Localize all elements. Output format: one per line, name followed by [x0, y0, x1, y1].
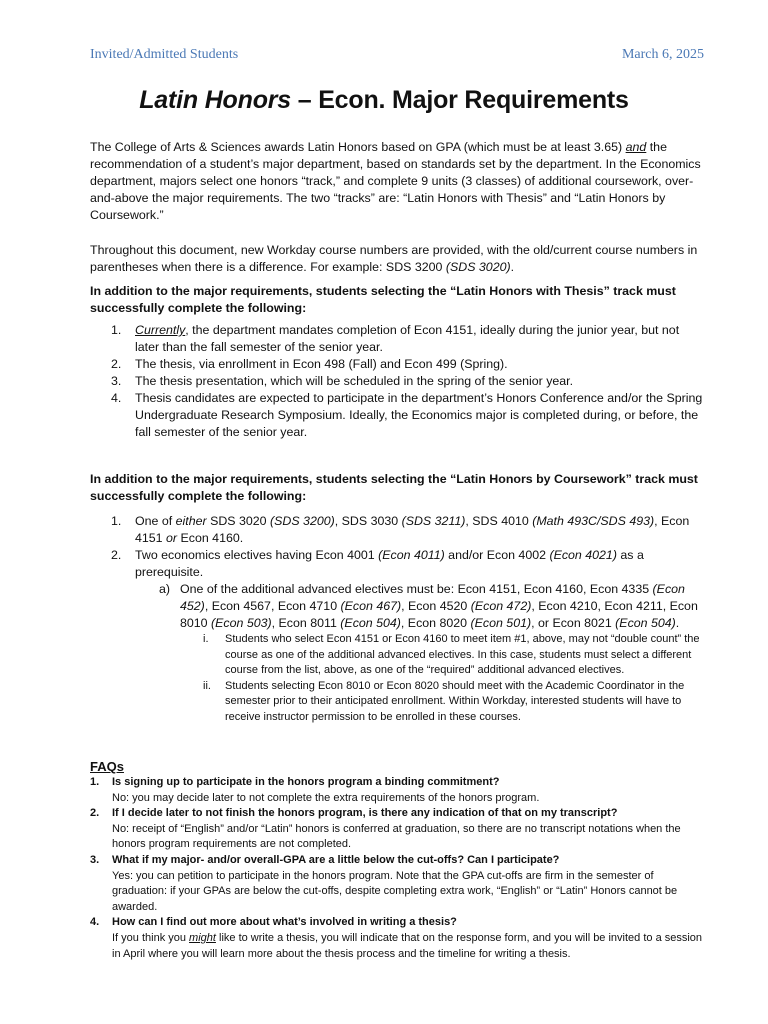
coursework-track-heading: In addition to the major requirements, students selecting the “Latin Honors by Coursework” track must successfully complete the following: — [90, 472, 698, 503]
list-item — [90, 322, 705, 356]
text-run: , Econ 8011 — [271, 616, 341, 630]
faq-number: 2. — [90, 807, 100, 820]
thesis-track-heading: In addition to the major requirements, students selecting the “Latin Honors with Thesis” track must successfully complete the following: — [90, 284, 676, 315]
intro-text-a: The College of Arts & Sciences awards Latin Honors based on GPA (which must be at least 3.65) — [90, 140, 626, 154]
text-run: as a prerequisite. — [135, 548, 644, 579]
text-run: One of — [135, 514, 176, 528]
item-text: Students who select Econ 4151 or Econ 4160 to meet item #1, above, may not “double count” the course as one of the additional advanced electives. In this case, students must select a different course from the list, above, as one of the “required” additional advanced electives. — [225, 633, 700, 676]
text-run: . — [675, 616, 680, 630]
faq-question: What if my major- and/or overall-GPA are a little below the cut-offs? Can I participate? — [112, 853, 560, 866]
header-audience: Invited/Admitted Students — [90, 47, 239, 62]
text-run: (Econ 472) — [470, 599, 532, 613]
item-number: 1. — [111, 514, 122, 528]
text-run: (Econ 504) — [615, 616, 676, 630]
text-run: (Econ 4011) — [378, 548, 445, 562]
list-item — [90, 373, 705, 390]
text-run: (SDS 3200) — [270, 514, 335, 528]
sub-item-i — [135, 632, 705, 679]
faq-item — [90, 915, 705, 962]
text-run: , SDS 4010 — [465, 514, 533, 528]
item-text: , the department mandates completion of Econ 4151, ideally during the junior year, but not later than the fall semester of the senior year. — [135, 323, 680, 354]
text-run: , or Econ 8021 — [531, 616, 616, 630]
faq-answer: Yes: you can petition to participate in the honors program. Note that the GPA cut-offs are firm in the semester of graduation: if your GPAs are below the cut-offs, despite completing extra work, “English” or “Latin” Honors cannot be awarded. — [112, 869, 678, 913]
list-item — [90, 547, 705, 725]
text-run: (Econ 452) — [180, 582, 685, 613]
text-run: , Econ 4151 — [135, 514, 690, 545]
faq-question: Is signing up to participate in the honors program a binding commitment? — [112, 776, 500, 788]
item-number: a) — [159, 582, 171, 596]
text-run: (Econ 467) — [340, 599, 402, 613]
faq-answer-rest: like to write a thesis, you will indicate that on the response form, and you will be invited to a session in April where you will learn more about the thesis process and the timeline for writing a thesis. — [112, 931, 703, 960]
item-number: 2. — [111, 357, 122, 371]
list-item — [90, 513, 705, 547]
text-run: , SDS 3030 — [334, 514, 402, 528]
faq-number: 4. — [90, 916, 100, 929]
intro-text-b: the recommendation of a student’s major department, based on standards set by the department. In the Economics department, majors select one honors “track,” and complete 9 units (3 classes) of additional coursework, over-and-above the major requirements. The two “tracks” are: “Latin Honors with Thesis” and “Latin Honors by Coursework.” — [90, 140, 701, 222]
intro-emphasis-and: and — [625, 140, 647, 154]
faq-answer: No: receipt of “English” and/or “Latin” honors is conferred at graduation, so there are no transcript notations when the honors program requirements are not completed. — [112, 822, 681, 851]
thesis-requirements-list — [90, 322, 705, 441]
faq-number: 1. — [90, 776, 100, 788]
text-run: and/or Econ 4002 — [444, 548, 550, 562]
item-text: The thesis, via enrollment in Econ 498 (Fall) and Econ 499 (Spring). — [135, 357, 508, 371]
text-run: (Econ 501) — [470, 616, 532, 630]
note-text-c: . — [510, 260, 515, 274]
faq-question: How can I find out more about what’s involved in writing a thesis? — [112, 916, 457, 929]
sub-item-ii — [135, 679, 705, 726]
title-italic: Latin Honors — [139, 86, 291, 114]
text-run: (Econ 4021) — [549, 548, 617, 562]
list-item — [90, 356, 705, 373]
item-number: 4. — [111, 391, 122, 405]
item-number: ii. — [203, 679, 211, 692]
text-run: SDS 3020 — [206, 514, 271, 528]
intro-paragraph — [90, 139, 705, 224]
item-text: Thesis candidates are expected to participate in the department’s Honors Conference and/or the Spring Undergraduate Research Symposium. Ideally, the Economics major is completed during, or before, the fall semester of the senior year. — [135, 391, 703, 439]
item-number: 2. — [111, 548, 122, 562]
faq-number: 3. — [90, 853, 100, 866]
text-run: One of the additional advanced electives must be: Econ 4151, Econ 4160, Econ 4335 — [180, 582, 653, 596]
item-emphasis: Currently — [135, 323, 186, 337]
text-run: (Econ 504) — [340, 616, 401, 630]
faq-answer: No: you may decide later to not complete the extra requirements of the honors program. — [112, 791, 540, 804]
item-number: i. — [203, 633, 209, 645]
item-number: 3. — [111, 374, 122, 388]
faq-item — [90, 775, 705, 806]
page-title — [0, 86, 768, 115]
faq-answer-pre: If you think you — [112, 931, 190, 944]
text-run: , Econ 8020 — [400, 616, 471, 630]
text-run: Econ 4160. — [177, 531, 244, 545]
list-item — [90, 390, 705, 441]
text-run: , Econ 4210, Econ 4211, Econ 8010 — [180, 599, 698, 630]
faq-answer — [112, 931, 705, 962]
text-run: , Econ 4567, Econ 4710 — [204, 599, 341, 613]
text-run: (Math 493C/SDS 493) — [532, 514, 655, 528]
item-text: Students selecting Econ 8010 or Econ 8020 should meet with the Academic Coordinator in the semester prior to their anticipated enrollment. Within Workday, interested students will have to receive instructor permission to be enrolled in these courses. — [225, 679, 685, 723]
sub-item-a — [135, 581, 705, 632]
faq-item — [90, 853, 705, 915]
faq-question: If I decide later to not finish the honors program, is there any indication of that on my transcript? — [112, 807, 618, 820]
item-text: The thesis presentation, which will be scheduled in the spring of the senior year. — [135, 374, 574, 388]
faq-heading: FAQs — [90, 759, 124, 774]
text-run: or — [166, 531, 178, 545]
faq-answer-emphasis: might — [189, 931, 216, 944]
title-rest: – Econ. Major Requirements — [291, 86, 629, 114]
note-text-a: Throughout this document, new Workday course numbers are provided, with the old/current course numbers in parentheses when there is a difference. For example: SDS 3200 — [90, 243, 698, 274]
faq-list — [90, 775, 705, 962]
faq-item — [90, 806, 705, 853]
coursework-requirements-list — [90, 513, 705, 725]
note-example: (SDS 3020) — [445, 260, 511, 274]
item-number: 1. — [111, 323, 122, 337]
text-run: Two economics electives having Econ 4001 — [135, 548, 379, 562]
text-run: , Econ 4520 — [401, 599, 471, 613]
numbering-note-paragraph — [90, 242, 705, 276]
header-date: March 6, 2025 — [621, 47, 704, 62]
text-run: (SDS 3211) — [401, 514, 466, 528]
text-run: either — [175, 514, 207, 528]
text-run: (Econ 503) — [211, 616, 272, 630]
